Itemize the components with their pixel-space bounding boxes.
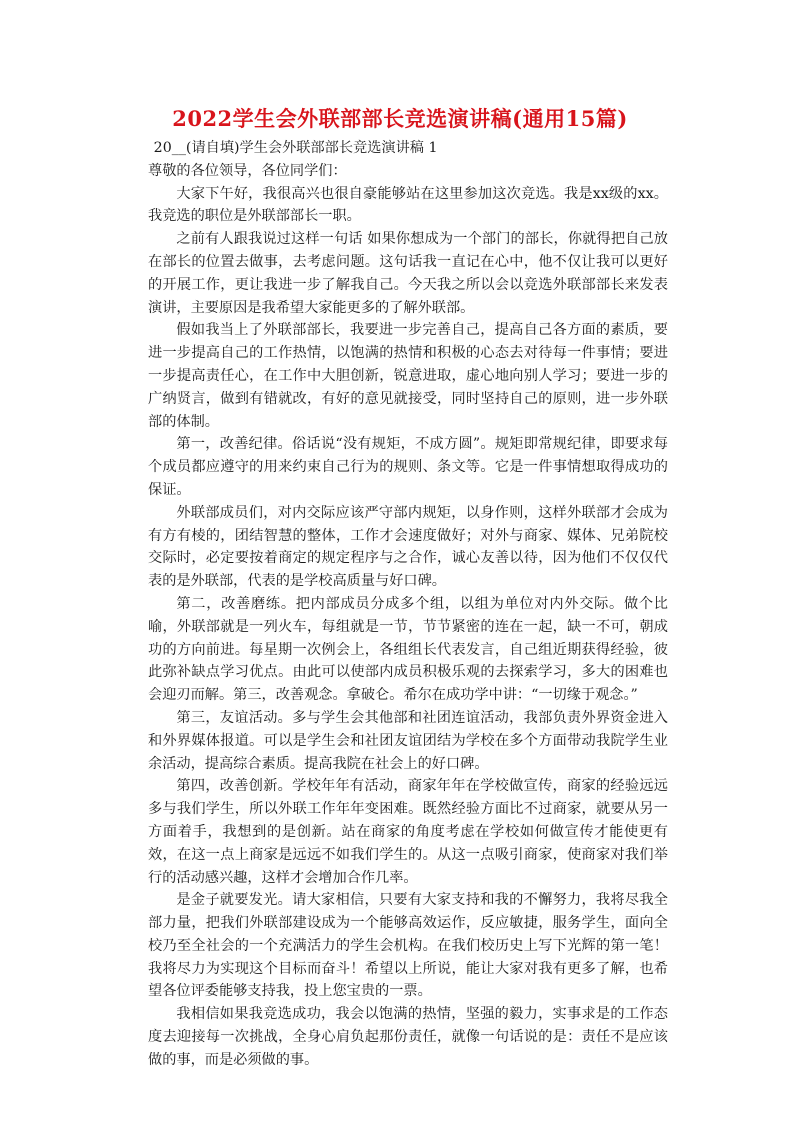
document-title: 2022学生会外联部部长竞选演讲稿(通用15篇) (172, 106, 628, 131)
paragraph: 是金子就要发光。请大家相信，只要有大家支持和我的不懈努力，我将尽我全部力量，把我们外联部建设成为一个能够高效运作，反应敏捷，服务学生，面向全校乃至全社会的一个充满活力的学生会机构。在我们校历史上写下光辉的第一笔！我将尽力为实现这个目标而奋斗！希望以上所说，能让大家对我有更多了解，也希望各位评委能够支持我，投上您宝贵的一票。 (148, 892, 668, 1000)
paragraph: 外联部成员们，对内交际应该严守部内规矩，以身作则，这样外联部才会成为有方有棱的，团结智慧的整体，工作才会速度做好；对外与商家、媒体、兄弟院校交际时，必定要按着商定的规定程序与之合作，诚心友善以待，因为他们不仅仅代表的是外联部，代表的是学校高质量与好口碑。 (148, 504, 668, 590)
greeting: 尊敬的各位领导，各位同学们： (148, 162, 347, 179)
paragraph: 第二，改善磨练。把内部成员分成多个组，以组为单位对内外交际。做个比喻，外联部就是一列火车，每组就是一节，节节紧密的连在一起，缺一不可，朝成功的方向前进。每星期一次例会上，各组组长代表发言，自己组近期获得经验，彼此弥补缺点学习优点。由此可以使部内成员积极乐观的去探索学习，多大的困难也会迎刃而解。第三，改善观念。拿破仑。希尔在成功学中讲：“一切缘于观念。” (148, 595, 668, 704)
paragraph: 假如我当上了外联部部长，我要进一步完善自己，提高自己各方面的素质，要进一步提高自己的工作热情，以饱满的热情和积极的心态去对待每一件事情；要进一步提高责任心，在工作中大胆创新，锐意进取，虚心地向别人学习；要进一步的广纳贤言，做到有错就改，有好的意见就接受，同时坚持自己的原则，进一步外联部的体制。 (148, 322, 668, 430)
document-subtitle: 20__(请自填)学生会外联部部长竞选演讲稿 1 (153, 140, 438, 156)
paragraph: 第四，改善创新。学校年年有活动，商家年年在学校做宣传，商家的经验远远多与我们学生，所以外联工作年年变困难。既然经验方面比不过商家，就要从另一方面着手，我想到的是创新。站在商家的角度考虑在学校如何做宣传才能使更有效，在这一点上商家是远远不如我们学生的。从这一点吸引商家，使商家对我们举行的活动感兴趣，这样才会增加合作几率。 (148, 778, 668, 886)
paragraph: 第一，改善纪律。俗话说“没有规矩，不成方圆”。规矩即常规纪律，即要求每个成员都应遵守的用来约束自己行为的规则、条文等。它是一件事情想取得成功的保证。 (148, 436, 668, 498)
paragraph: 第三，友谊活动。多与学生会其他部和社团连谊活动，我部负责外界资金进入和外界媒体报道。可以是学生会和社团友谊团结为学校在多个方面带动我院学生业余活动，提高综合素质。提高我院在社会上的好口碑。 (148, 709, 668, 772)
document-body (148, 137, 668, 1072)
paragraph: 我相信如果我竞选成功，我会以饱满的热情，坚强的毅力，实事求是的工作态度去迎接每一次挑战，全身心肩负起那份责任，就像一句话说的是：责任不是应该做的事，而是必须做的事。 (148, 1006, 668, 1068)
paragraph: 大家下午好，我很高兴也很自豪能够站在这里参加这次竞选。我是xx级的xx。我竞选的职位是外联部部长一职。 (148, 185, 668, 225)
paragraph: 之前有人跟我说过这样一句话 如果你想成为一个部门的部长，你就得把自己放在部长的位置去做事，去考虑问题。这句话我一直记在心中，他不仅让我可以更好的开展工作，更让我进一步了解我自己。今天我之所以会以竞选外联部部长来发表演讲，主要原因是我希望大家能更多的了解外联部。 (148, 231, 668, 316)
